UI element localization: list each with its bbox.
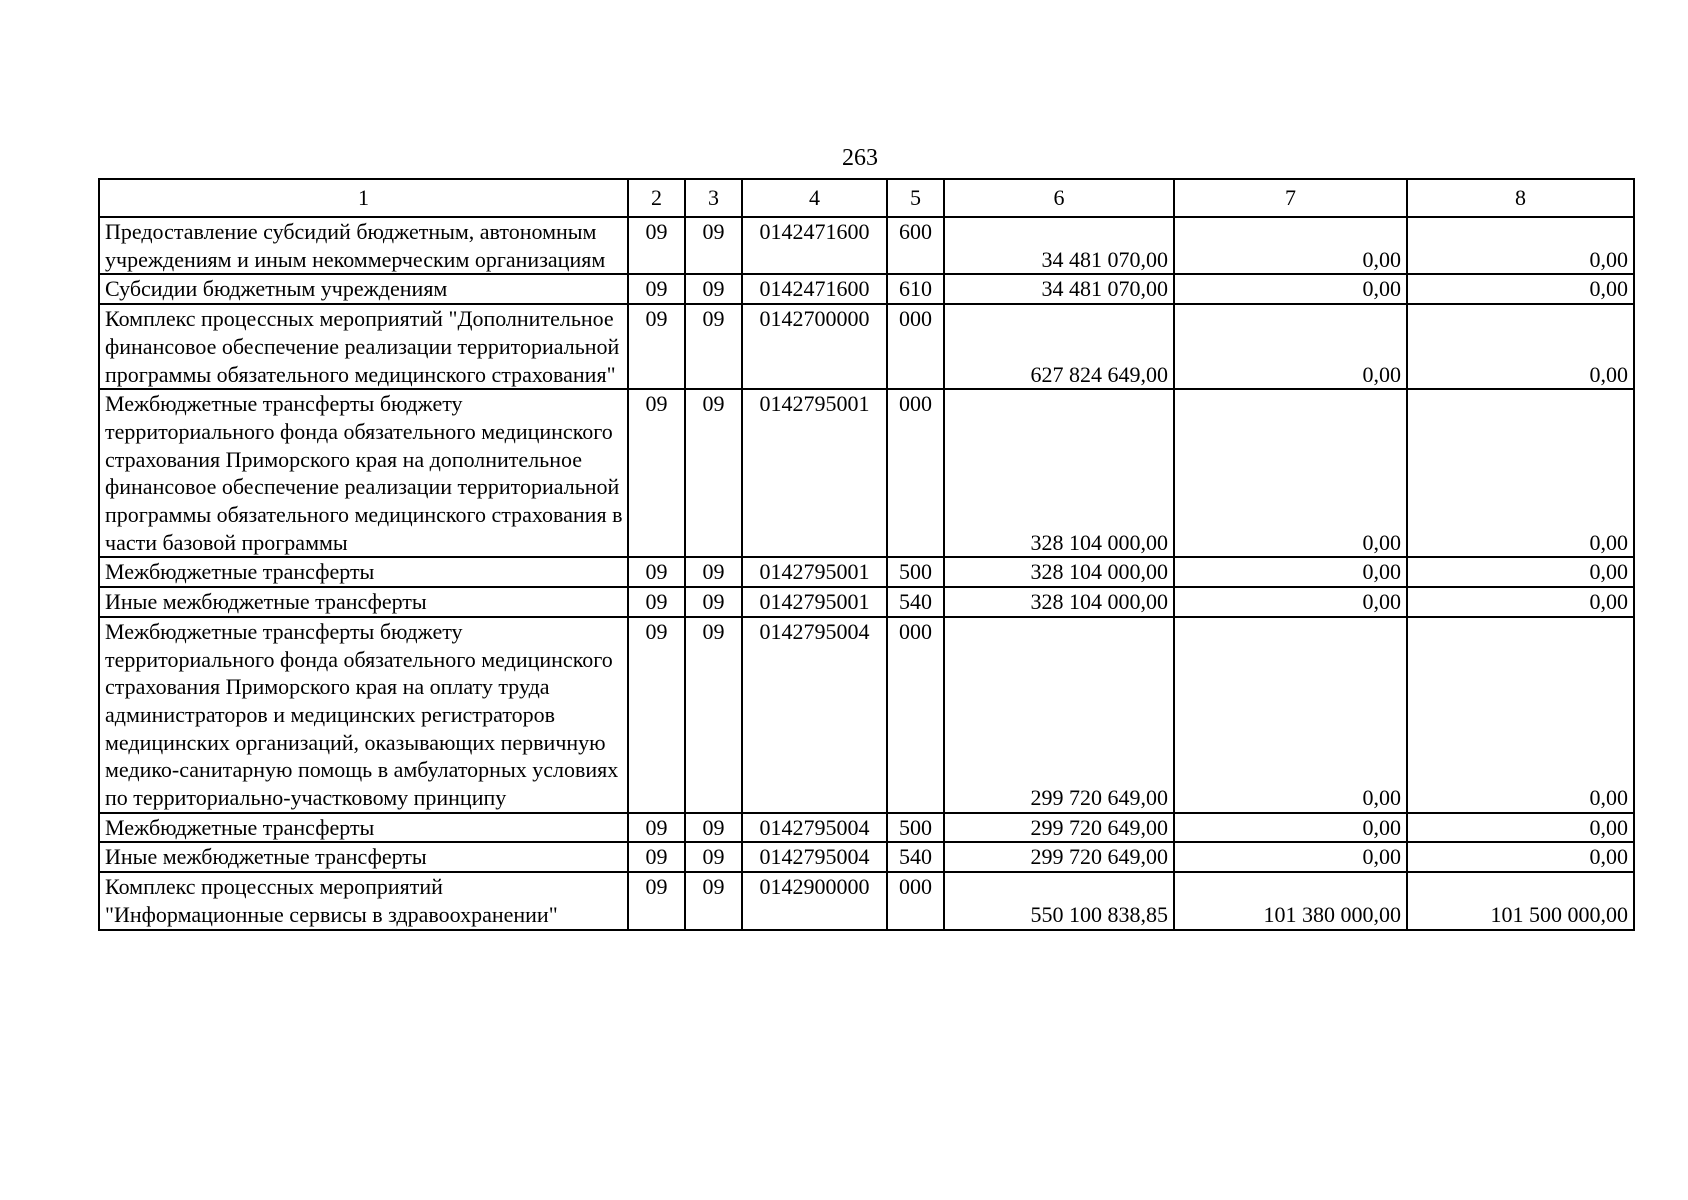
amount-col-8: 0,00	[1407, 587, 1634, 617]
expense-type-code: 540	[887, 842, 944, 872]
section-code: 09	[628, 389, 685, 557]
subsection-code: 09	[685, 872, 742, 929]
section-code: 09	[628, 587, 685, 617]
amount-col-8: 101 500 000,00	[1407, 872, 1634, 929]
amount-col-6: 328 104 000,00	[944, 557, 1174, 587]
amount-col-7: 0,00	[1174, 813, 1407, 843]
column-header: 6	[944, 179, 1174, 217]
column-header: 7	[1174, 179, 1407, 217]
expense-type-code: 000	[887, 389, 944, 557]
amount-col-8: 0,00	[1407, 842, 1634, 872]
budget-table	[98, 178, 1635, 931]
expense-type-code: 500	[887, 557, 944, 587]
subsection-code: 09	[685, 842, 742, 872]
row-name: Предоставление субсидий бюджетным, автономным учреждениям и иным некоммерческим организациям	[99, 217, 628, 274]
amount-col-7: 0,00	[1174, 389, 1407, 557]
row-name: Межбюджетные трансферты бюджету территориального фонда обязательного медицинского страхования Приморского края на оплату труда администраторов и медицинских регистраторов медицинских организаций, оказывающих первичную медико-санитарную помощь в амбулаторных условиях по территориально-участковому принципу	[99, 617, 628, 813]
amount-col-8: 0,00	[1407, 389, 1634, 557]
section-code: 09	[628, 557, 685, 587]
target-article-code: 0142795004	[742, 842, 887, 872]
amount-col-8: 0,00	[1407, 813, 1634, 843]
section-code: 09	[628, 304, 685, 389]
subsection-code: 09	[685, 617, 742, 813]
row-name: Комплекс процессных мероприятий "Информационные сервисы в здравоохранении"	[99, 872, 628, 929]
row-name: Комплекс процессных мероприятий "Дополнительное финансовое обеспечение реализации территориальной программы обязательного медицинского страхования"	[99, 304, 628, 389]
section-code: 09	[628, 813, 685, 843]
row-name: Иные межбюджетные трансферты	[99, 587, 628, 617]
subsection-code: 09	[685, 813, 742, 843]
column-header: 3	[685, 179, 742, 217]
section-code: 09	[628, 842, 685, 872]
table-row	[99, 587, 1634, 617]
section-code: 09	[628, 872, 685, 929]
amount-col-6: 299 720 649,00	[944, 813, 1174, 843]
column-header: 2	[628, 179, 685, 217]
target-article-code: 0142471600	[742, 274, 887, 304]
amount-col-6: 34 481 070,00	[944, 274, 1174, 304]
target-article-code: 0142471600	[742, 217, 887, 274]
target-article-code: 0142795004	[742, 617, 887, 813]
column-header: 5	[887, 179, 944, 217]
amount-col-6: 299 720 649,00	[944, 617, 1174, 813]
column-header: 1	[99, 179, 628, 217]
target-article-code: 0142795001	[742, 557, 887, 587]
expense-type-code: 500	[887, 813, 944, 843]
amount-col-7: 0,00	[1174, 557, 1407, 587]
amount-col-7: 0,00	[1174, 274, 1407, 304]
amount-col-6: 627 824 649,00	[944, 304, 1174, 389]
amount-col-6: 328 104 000,00	[944, 587, 1174, 617]
target-article-code: 0142700000	[742, 304, 887, 389]
table-row	[99, 872, 1634, 929]
subsection-code: 09	[685, 304, 742, 389]
expense-type-code: 000	[887, 617, 944, 813]
row-name: Межбюджетные трансферты бюджету территориального фонда обязательного медицинского страхования Приморского края на дополнительное финансовое обеспечение реализации территориальной программы обязательного медицинского страхования в части базовой программы	[99, 389, 628, 557]
expense-type-code: 000	[887, 872, 944, 929]
table-row	[99, 557, 1634, 587]
table-row	[99, 617, 1634, 813]
column-header: 8	[1407, 179, 1634, 217]
expense-type-code: 610	[887, 274, 944, 304]
row-name: Иные межбюджетные трансферты	[99, 842, 628, 872]
target-article-code: 0142795001	[742, 389, 887, 557]
amount-col-6: 550 100 838,85	[944, 872, 1174, 929]
row-name: Межбюджетные трансферты	[99, 813, 628, 843]
table-row	[99, 813, 1634, 843]
subsection-code: 09	[685, 587, 742, 617]
amount-col-8: 0,00	[1407, 557, 1634, 587]
expense-type-code: 540	[887, 587, 944, 617]
target-article-code: 0142795001	[742, 587, 887, 617]
amount-col-7: 101 380 000,00	[1174, 872, 1407, 929]
subsection-code: 09	[685, 274, 742, 304]
amount-col-7: 0,00	[1174, 842, 1407, 872]
row-name: Субсидии бюджетным учреждениям	[99, 274, 628, 304]
row-name: Межбюджетные трансферты	[99, 557, 628, 587]
page-number: 263	[842, 145, 878, 171]
subsection-code: 09	[685, 217, 742, 274]
amount-col-8: 0,00	[1407, 304, 1634, 389]
section-code: 09	[628, 274, 685, 304]
amount-col-7: 0,00	[1174, 217, 1407, 274]
subsection-code: 09	[685, 389, 742, 557]
section-code: 09	[628, 617, 685, 813]
amount-col-7: 0,00	[1174, 617, 1407, 813]
expense-type-code: 600	[887, 217, 944, 274]
target-article-code: 0142900000	[742, 872, 887, 929]
expense-type-code: 000	[887, 304, 944, 389]
subsection-code: 09	[685, 557, 742, 587]
section-code: 09	[628, 217, 685, 274]
amount-col-6: 34 481 070,00	[944, 217, 1174, 274]
column-header: 4	[742, 179, 887, 217]
table-row	[99, 304, 1634, 389]
amount-col-8: 0,00	[1407, 617, 1634, 813]
amount-col-7: 0,00	[1174, 587, 1407, 617]
column-number-row	[99, 179, 1634, 217]
amount-col-8: 0,00	[1407, 274, 1634, 304]
target-article-code: 0142795004	[742, 813, 887, 843]
table-row	[99, 842, 1634, 872]
amount-col-8: 0,00	[1407, 217, 1634, 274]
table-row	[99, 274, 1634, 304]
amount-col-7: 0,00	[1174, 304, 1407, 389]
table-row	[99, 217, 1634, 274]
amount-col-6: 299 720 649,00	[944, 842, 1174, 872]
amount-col-6: 328 104 000,00	[944, 389, 1174, 557]
table-row	[99, 389, 1634, 557]
